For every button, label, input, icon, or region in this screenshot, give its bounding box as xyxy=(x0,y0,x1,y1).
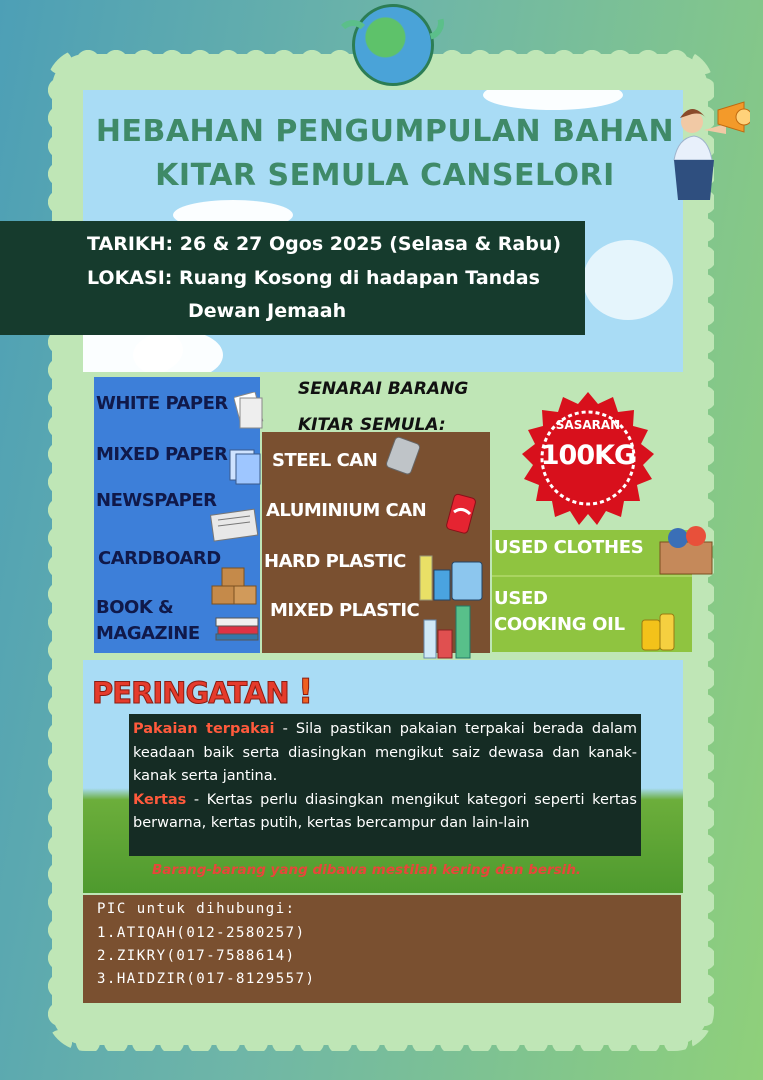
dry-clean-note: Barang-barang yang dibawa mestilah kering dan bersih. xyxy=(152,862,582,878)
warning-box xyxy=(129,714,641,856)
page-title xyxy=(75,110,695,198)
recycle-arrow-icon xyxy=(336,20,370,54)
mixed-paper-icon xyxy=(226,446,262,486)
item-used-clothes: USED CLOTHES xyxy=(494,537,644,558)
contact-item: 1.ATIQAH(012-2580257) xyxy=(97,925,306,941)
newspaper-icon xyxy=(210,506,260,542)
item-mixed-plastic: MIXED PLASTIC xyxy=(270,600,420,621)
steel-can-icon xyxy=(382,430,426,478)
exclamation-icon: ! xyxy=(297,672,313,712)
item-magazine: MAGAZINE xyxy=(96,623,200,644)
item-cardboard: CARDBOARD xyxy=(98,548,221,569)
title-line-2: KITAR SEMULA CANSELORI xyxy=(155,158,615,193)
warning-heading-text: PERINGATAN xyxy=(92,676,289,710)
contact-item: 3.HAIDZIR(017-8129557) xyxy=(97,971,316,987)
contact-item: 2.ZIKRY(017-7588614) xyxy=(97,948,296,964)
item-white-paper: WHITE PAPER xyxy=(96,393,228,414)
paper-text: - Kertas perlu diasingkan mengikut kategori seperti kertas berwarna, kertas putih, kertas bercampur dan lain-lain xyxy=(133,791,637,831)
location-text: LOKASI: Ruang Kosong di hadapan Tandas xyxy=(87,267,540,289)
target-value: 100KG xyxy=(540,440,636,471)
book-magazine-icon xyxy=(214,614,260,642)
clothes-label: Pakaian terpakai xyxy=(133,721,275,737)
target-label: SASARAN xyxy=(555,418,621,432)
contact-box xyxy=(83,895,681,1003)
item-steel-can: STEEL CAN xyxy=(272,450,378,471)
location-text-line-2: Dewan Jemaah xyxy=(188,300,347,322)
mixed-plastic-icon xyxy=(420,600,476,660)
item-used-oil-line-2: COOKING OIL xyxy=(494,614,625,635)
cooking-oil-icon xyxy=(640,610,676,652)
paper-stack-icon xyxy=(234,392,264,432)
aluminium-can-icon xyxy=(442,490,482,538)
cardboard-box-icon xyxy=(210,564,260,606)
title-line-1: HEBAHAN PENGUMPULAN BAHAN xyxy=(95,114,675,149)
item-hard-plastic: HARD PLASTIC xyxy=(264,551,406,572)
item-mixed-paper: MIXED PAPER xyxy=(96,444,228,465)
clothes-box-icon xyxy=(652,520,716,576)
item-aluminium-can: ALUMINIUM CAN xyxy=(266,500,427,521)
clothes-text: - Sila pastikan pakaian terpakai berada dalam keadaan baik serta diasingkan mengikut saiz dewasa dan kanak-kanak serta jantina. xyxy=(133,721,638,784)
date-text: TARIKH: 26 & 27 Ogos 2025 (Selasa & Rabu) xyxy=(87,233,562,255)
contact-heading: PIC untuk dihubungi: xyxy=(97,901,296,917)
list-heading-line-2: KITAR SEMULA: xyxy=(298,415,446,435)
hard-plastic-icon xyxy=(418,546,488,602)
list-heading-line-1: SENARAI BARANG xyxy=(298,379,469,399)
paper-label: Kertas xyxy=(133,791,187,808)
event-info-box xyxy=(0,221,585,335)
item-used-oil-line-1: USED xyxy=(494,588,548,609)
item-book: BOOK & xyxy=(96,597,174,618)
item-newspaper: NEWSPAPER xyxy=(96,490,217,511)
warning-heading xyxy=(92,672,312,712)
